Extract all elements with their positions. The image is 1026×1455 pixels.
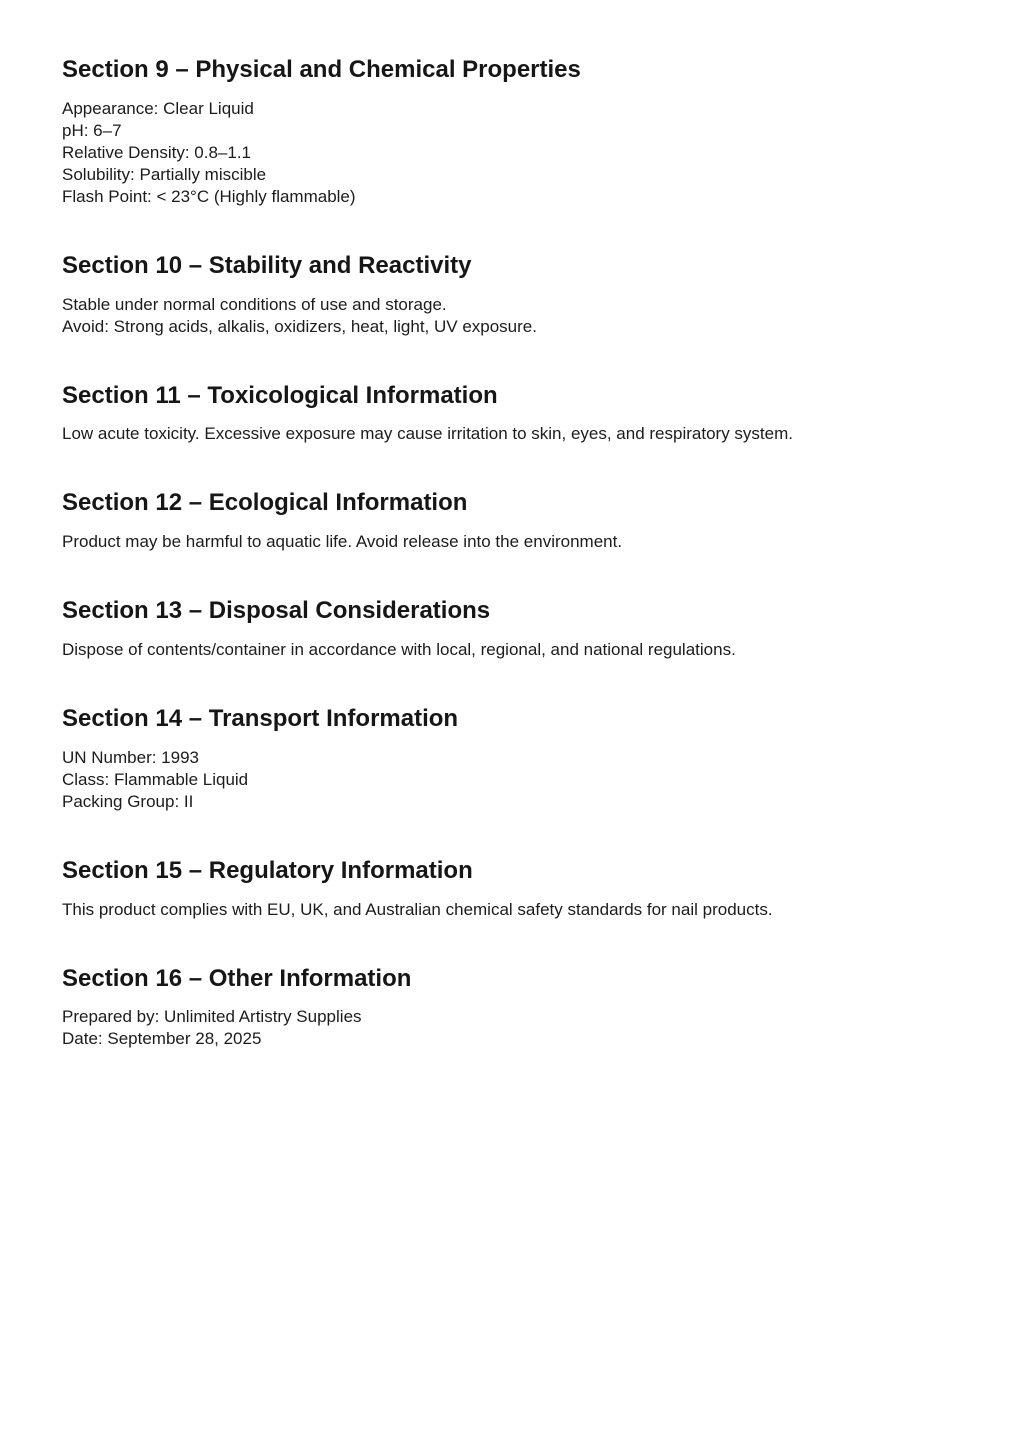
section-11-line-toxicity: Low acute toxicity. Excessive exposure may cause irritation to skin, eyes, and respiratory system. (62, 424, 793, 444)
section-13 (62, 597, 946, 661)
section-14-heading: Section 14 – Transport Information (62, 704, 459, 732)
section-15 (62, 857, 946, 921)
section-9 (62, 56, 946, 208)
section-13-line-disposal: Dispose of contents/container in accordance with local, regional, and national regulations. (62, 639, 736, 659)
section-9-line-ph: pH: 6–7 (62, 120, 122, 140)
section-10 (62, 252, 946, 338)
section-11 (62, 382, 946, 446)
section-14-line-un-number: UN Number: 1993 (62, 747, 200, 767)
section-9-line-flash-point: Flash Point: < 23°C (Highly flammable) (62, 186, 356, 206)
section-12 (62, 489, 946, 553)
section-10-heading: Section 10 – Stability and Reactivity (62, 251, 472, 279)
section-16 (62, 965, 946, 1051)
section-14 (62, 705, 946, 813)
section-12-line-ecological: Product may be harmful to aquatic life. Avoid release into the environment. (62, 532, 623, 552)
section-9-line-appearance: Appearance: Clear Liquid (62, 98, 254, 118)
section-16-line-prepared-by: Prepared by: Unlimited Artistry Supplies (62, 1007, 362, 1027)
section-10-line-avoid: Avoid: Strong acids, alkalis, oxidizers, heat, light, UV exposure. (62, 316, 537, 336)
section-9-heading: Section 9 – Physical and Chemical Properties (62, 56, 581, 83)
section-16-line-date: Date: September 28, 2025 (62, 1029, 262, 1049)
section-13-heading: Section 13 – Disposal Considerations (62, 597, 491, 625)
section-14-line-class: Class: Flammable Liquid (62, 769, 249, 789)
section-14-line-packing-group: Packing Group: II (62, 791, 194, 811)
section-16-heading: Section 16 – Other Information (62, 964, 412, 992)
section-15-heading: Section 15 – Regulatory Information (62, 856, 473, 884)
section-10-line-stability: Stable under normal conditions of use and storage. (62, 294, 447, 314)
section-11-heading: Section 11 – Toxicological Information (62, 381, 498, 409)
section-9-line-solubility: Solubility: Partially miscible (62, 164, 267, 184)
section-15-line-regulatory: This product complies with EU, UK, and Australian chemical safety standards for nail products. (62, 899, 773, 919)
section-12-heading: Section 12 – Ecological Information (62, 489, 468, 517)
section-9-line-relative-density: Relative Density: 0.8–1.1 (62, 142, 251, 162)
